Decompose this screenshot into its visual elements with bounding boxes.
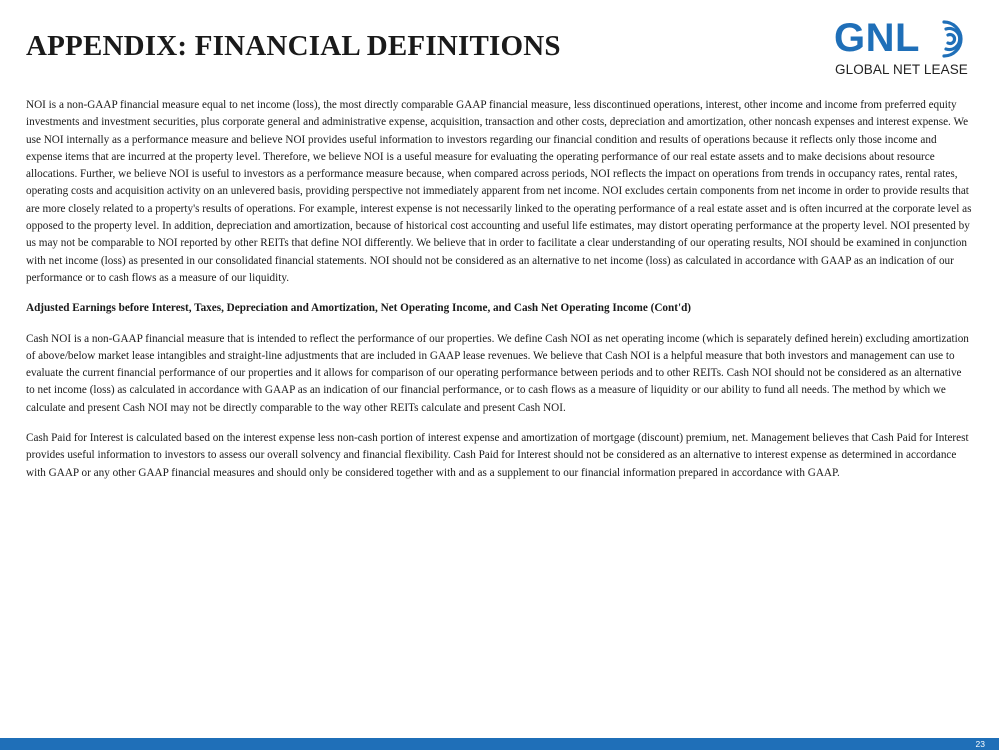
noi-definition-paragraph: NOI is a non-GAAP financial measure equal to net income (loss), the most directly comparable GAAP financial measure, less discontinued operations, interest, other income and income from preferred equity investments and investment securities, plus corporate general and administrative expense, acquisition, transaction and other costs, depreciation and amortization, other noncash expenses and interest expense. We use NOI internally as a performance measure and believe NOI provides useful information to investors regarding our financial condition and results of operations because it reflects only those income and expense items that are incurred at the property level. Therefore, we believe NOI is a useful measure for evaluating the operating performance of our real estate assets and to make decisions about resource allocations. Further, we believe NOI is useful to investors as a performance measure because, when compared across periods, NOI reflects the impact on operations from trends in occupancy rates, rental rates, operating costs and acquisition activity on an unlevered basis, providing perspective not immediately apparent from net income. NOI excludes certain components from net income in order to provide results that are more closely related to a property's results of operations. For example, interest expense is not necessarily linked to the operating performance of a real estate asset and is often incurred at the corporate level as opposed to the property level. In addition, depreciation and amortization, because of historical cost accounting and useful life estimates, may distort operating performance at the property level. NOI presented by us may not be comparable to NOI reported by other REITs that define NOI differently. We believe that in order to facilitate a clear understanding of our operating results, NOI should be examined in conjunction with net income (loss) as presented in our consolidated financial statements. NOI should not be considered as an alternative to net income (loss) as calculated in accordance with GAAP as an indication of our performance or to cash flows as a measure of our liquidity. <box>26 99 972 284</box>
gnl-logo <box>834 14 984 84</box>
footer-bar <box>0 738 999 750</box>
cash-noi-definition-paragraph: Cash NOI is a non-GAAP financial measure that is intended to reflect the performance of our properties. We define Cash NOI as net operating income (which is separately defined herein) excluding amortization of above/below market lease intangibles and straight-line adjustments that are included in GAAP lease revenues. We believe that Cash NOI is a helpful measure that both investors and management can use to evaluate the current financial performance of our properties and it allows for comparison of our operating performance between periods and to other REITs. Cash NOI should not be considered as an alternative to net income (loss) as calculated in accordance with GAAP as an indication of our financial performance, or to cash flows as a measure of liquidity or our ability to fund all needs. The method by which we calculate and present Cash NOI may not be directly comparable to the way other REITs calculate and present Cash NOI. <box>26 332 969 414</box>
definitions-body <box>26 97 972 495</box>
cash-paid-interest-paragraph: Cash Paid for Interest is calculated based on the interest expense less non-cash portion of interest expense and amortization of mortgage (discount) premium, net. Management believes that Cash Paid for Interest provides useful information to investors to assess our overall solvency and financial flexibility. Cash Paid for Interest should not be considered as an alternative to interest expense as determined in accordance with GAAP or any other GAAP financial measures and should only be considered together with and as a supplement to our financial information prepared in accordance with GAAP. <box>26 432 969 479</box>
section-heading: Adjusted Earnings before Interest, Taxes, Depreciation and Amortization, Net Operating Income, and Cash Net Operating Income (Cont'd) <box>26 302 692 315</box>
swirl-logo-icon <box>934 18 976 60</box>
logo-subtitle: GLOBAL NET LEASE <box>835 62 968 77</box>
page-number: 23 <box>975 739 985 749</box>
logo-mark-text: GNL <box>834 16 920 60</box>
page-title: APPENDIX: FINANCIAL DEFINITIONS <box>26 30 561 62</box>
